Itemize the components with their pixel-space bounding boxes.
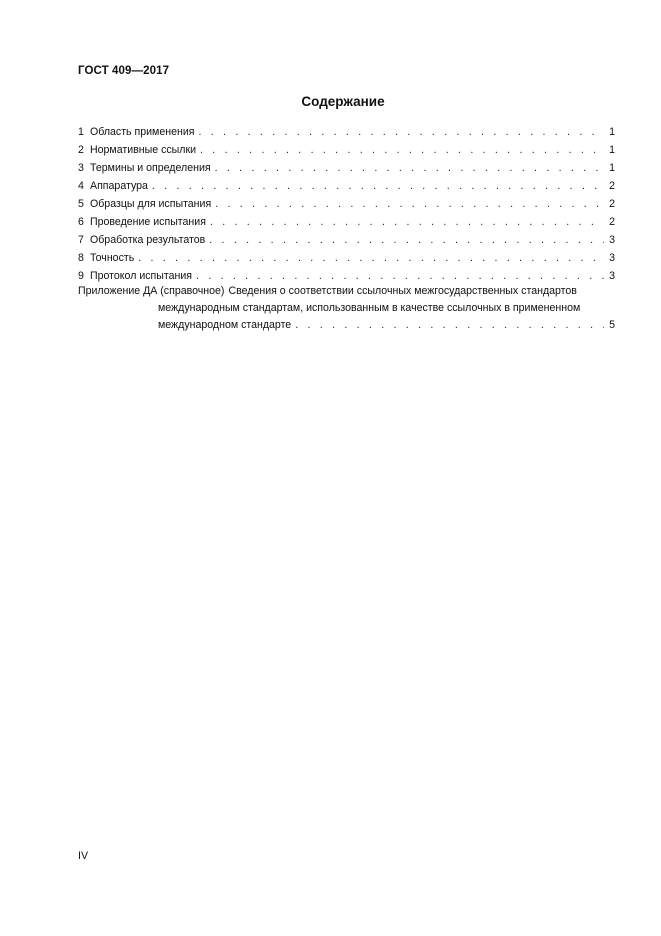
toc-entry-5[interactable]	[78, 193, 615, 211]
toc-dot-leader	[200, 143, 604, 157]
toc-entry-1[interactable]	[78, 121, 615, 139]
appendix-title-line-2: международным стандартам, использованным в качестве ссылочных в примененном	[158, 302, 581, 314]
toc-entry-3[interactable]	[78, 157, 615, 175]
toc-dot-leader	[215, 197, 604, 211]
toc-entry-title: Точность	[90, 252, 135, 264]
toc-dot-leader	[209, 233, 604, 247]
toc-entry-number: 9	[78, 270, 84, 282]
toc-entry-title: Нормативные ссылки	[90, 144, 197, 156]
toc-entry-title: Образцы для испытания	[90, 198, 212, 210]
toc-dot-leader	[295, 317, 604, 334]
toc-dot-leader	[210, 215, 604, 229]
toc-entry-appendix-da[interactable]	[78, 283, 615, 334]
toc-entry-number: 2	[78, 144, 84, 156]
toc-entry-page: 1	[609, 144, 615, 156]
toc-entry-title: Область применения	[90, 126, 195, 138]
toc-entry-page: 1	[609, 162, 615, 174]
appendix-page: 5	[609, 319, 615, 331]
toc-entry-title: Термины и определения	[90, 162, 211, 174]
toc-entry-title: Обработка результатов	[90, 234, 206, 246]
toc-entry-number: 3	[78, 162, 84, 174]
toc-title: Содержание	[301, 94, 385, 109]
toc-entry-number: 4	[78, 180, 84, 192]
toc-entry-page: 1	[609, 126, 615, 138]
toc-entry-2[interactable]	[78, 139, 615, 157]
toc-entry-9[interactable]	[78, 265, 615, 283]
toc-entry-number: 6	[78, 216, 84, 228]
toc-dot-leader	[138, 251, 604, 265]
toc-entry-page: 3	[609, 270, 615, 282]
toc-entry-8[interactable]	[78, 247, 615, 265]
toc-entry-title: Протокол испытания	[90, 270, 193, 282]
toc-entry-page: 3	[609, 252, 615, 264]
toc-entry-7[interactable]	[78, 229, 615, 247]
toc-entry-number: 8	[78, 252, 84, 264]
toc-entry-page: 3	[609, 234, 615, 246]
toc-entry-page: 2	[609, 198, 615, 210]
appendix-designation: Приложение ДА (справочное)	[78, 285, 225, 297]
page-header-standard-code: ГОСТ 409—2017	[78, 65, 170, 77]
toc-entry-4[interactable]	[78, 175, 615, 193]
toc-dot-leader	[215, 161, 604, 175]
toc-dot-leader	[152, 179, 604, 193]
toc-entry-title: Проведение испытания	[90, 216, 206, 228]
toc-entry-page: 2	[609, 216, 615, 228]
table-of-contents	[78, 121, 615, 334]
page-number: IV	[78, 850, 89, 862]
toc-entry-6[interactable]	[78, 211, 615, 229]
appendix-title-line-3: международном стандарте	[158, 319, 292, 331]
toc-dot-leader	[198, 125, 604, 139]
toc-entry-page: 2	[609, 180, 615, 192]
toc-entry-number: 1	[78, 126, 84, 138]
toc-dot-leader	[196, 269, 604, 283]
toc-entry-number: 5	[78, 198, 84, 210]
appendix-title-line-1: Сведения о соответствии ссылочных межгосударственных стандартов	[228, 285, 577, 297]
toc-entry-title: Аппаратура	[90, 180, 148, 192]
toc-entry-number: 7	[78, 234, 84, 246]
